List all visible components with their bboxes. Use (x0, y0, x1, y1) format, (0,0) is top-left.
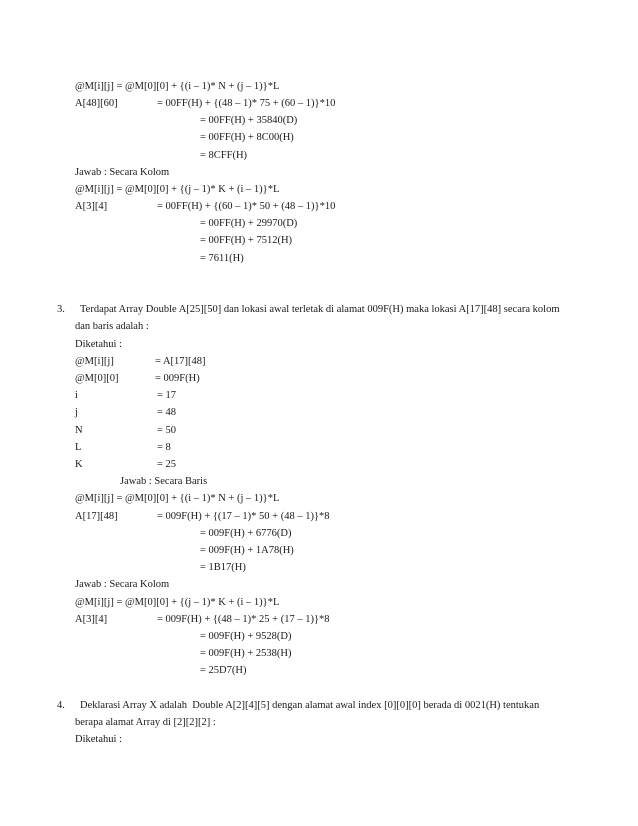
given-heading: Diketahui : (75, 339, 122, 350)
given-label: @M[0][0] (75, 373, 119, 384)
formula-baris: @M[i][j] = @M[0][0] + {(i – 1)* N + (j – 1)}*L (75, 81, 280, 92)
item-number: 4. (57, 700, 65, 711)
given-label: K (75, 459, 83, 470)
calc-result: = 1B17(H) (200, 562, 246, 573)
given-value: = A[17][48] (155, 356, 206, 367)
given-value: = 48 (157, 407, 177, 418)
formula-kolom: @M[i][j] = @M[0][0] + {(j – 1)* K + (i – 1)}*L (75, 597, 280, 608)
calc-line: = 009F(H) + 6776(D) (200, 528, 292, 539)
calc-line: = 00FF(H) + {(60 – 1)* 50 + (48 – 1)}*10 (157, 201, 336, 212)
calc-result: = 8CFF(H) (200, 150, 248, 161)
question-text: Deklarasi Array X adalah Double A[2][4][5] dengan alamat awal index [0][0][0] berada di 0021(H) tentukan (80, 700, 540, 711)
given-label: N (75, 425, 83, 436)
label-a48-60: A[48][60] (75, 98, 118, 109)
calc-line: = 009F(H) + 2538(H) (200, 648, 292, 659)
calc-result: = 25D7(H) (200, 665, 247, 676)
calc-line: = 00FF(H) + 8C00(H) (200, 132, 294, 143)
label-a3-4: A[3][4] (75, 614, 108, 625)
given-label: @M[i][j] (75, 356, 114, 367)
item-number: 3. (57, 304, 65, 315)
given-label: j (75, 407, 78, 418)
calc-line: = 00FF(H) + 7512(H) (200, 235, 293, 246)
calc-line: = 009F(H) + {(48 – 1)* 25 + (17 – 1)}*8 (157, 614, 330, 625)
question-text: berapa alamat Array di [2][2][2] : (75, 717, 216, 728)
question-text: dan baris adalah : (75, 321, 149, 332)
label-a3-4: A[3][4] (75, 201, 108, 212)
given-value: = 17 (157, 390, 177, 401)
calc-line: = 009F(H) + {(17 – 1)* 50 + (48 – 1)}*8 (157, 511, 330, 522)
given-value: = 009F(H) (155, 373, 200, 384)
heading-kolom: Jawab : Secara Kolom (75, 167, 170, 178)
given-heading: Diketahui : (75, 734, 122, 745)
given-label: L (75, 442, 82, 453)
label-a17-48: A[17][48] (75, 511, 118, 522)
formula-kolom: @M[i][j] = @M[0][0] + {(j – 1)* K + (i – 1)}*L (75, 184, 280, 195)
given-value: = 50 (157, 425, 177, 436)
heading-kolom: Jawab : Secara Kolom (75, 579, 170, 590)
calc-line: = 009F(H) + 9528(D) (200, 631, 292, 642)
heading-baris: Jawab : Secara Baris (120, 476, 208, 487)
question-text: Terdapat Array Double A[25][50] dan lokasi awal terletak di alamat 009F(H) maka lokasi A[17][48] secara kolom (80, 304, 560, 315)
formula-baris: @M[i][j] = @M[0][0] + {(i – 1)* N + (j – 1)}*L (75, 493, 280, 504)
calc-line: = 00FF(H) + 29970(D) (200, 218, 298, 229)
calc-line: = 009F(H) + 1A78(H) (200, 545, 294, 556)
given-value: = 25 (157, 459, 177, 470)
calc-line: = 00FF(H) + 35840(D) (200, 115, 298, 126)
calc-line: = 00FF(H) + {(48 – 1)* 75 + (60 – 1)}*10 (157, 98, 336, 109)
calc-result: = 7611(H) (200, 253, 244, 264)
given-label: i (75, 390, 78, 401)
given-value: = 8 (157, 442, 171, 453)
